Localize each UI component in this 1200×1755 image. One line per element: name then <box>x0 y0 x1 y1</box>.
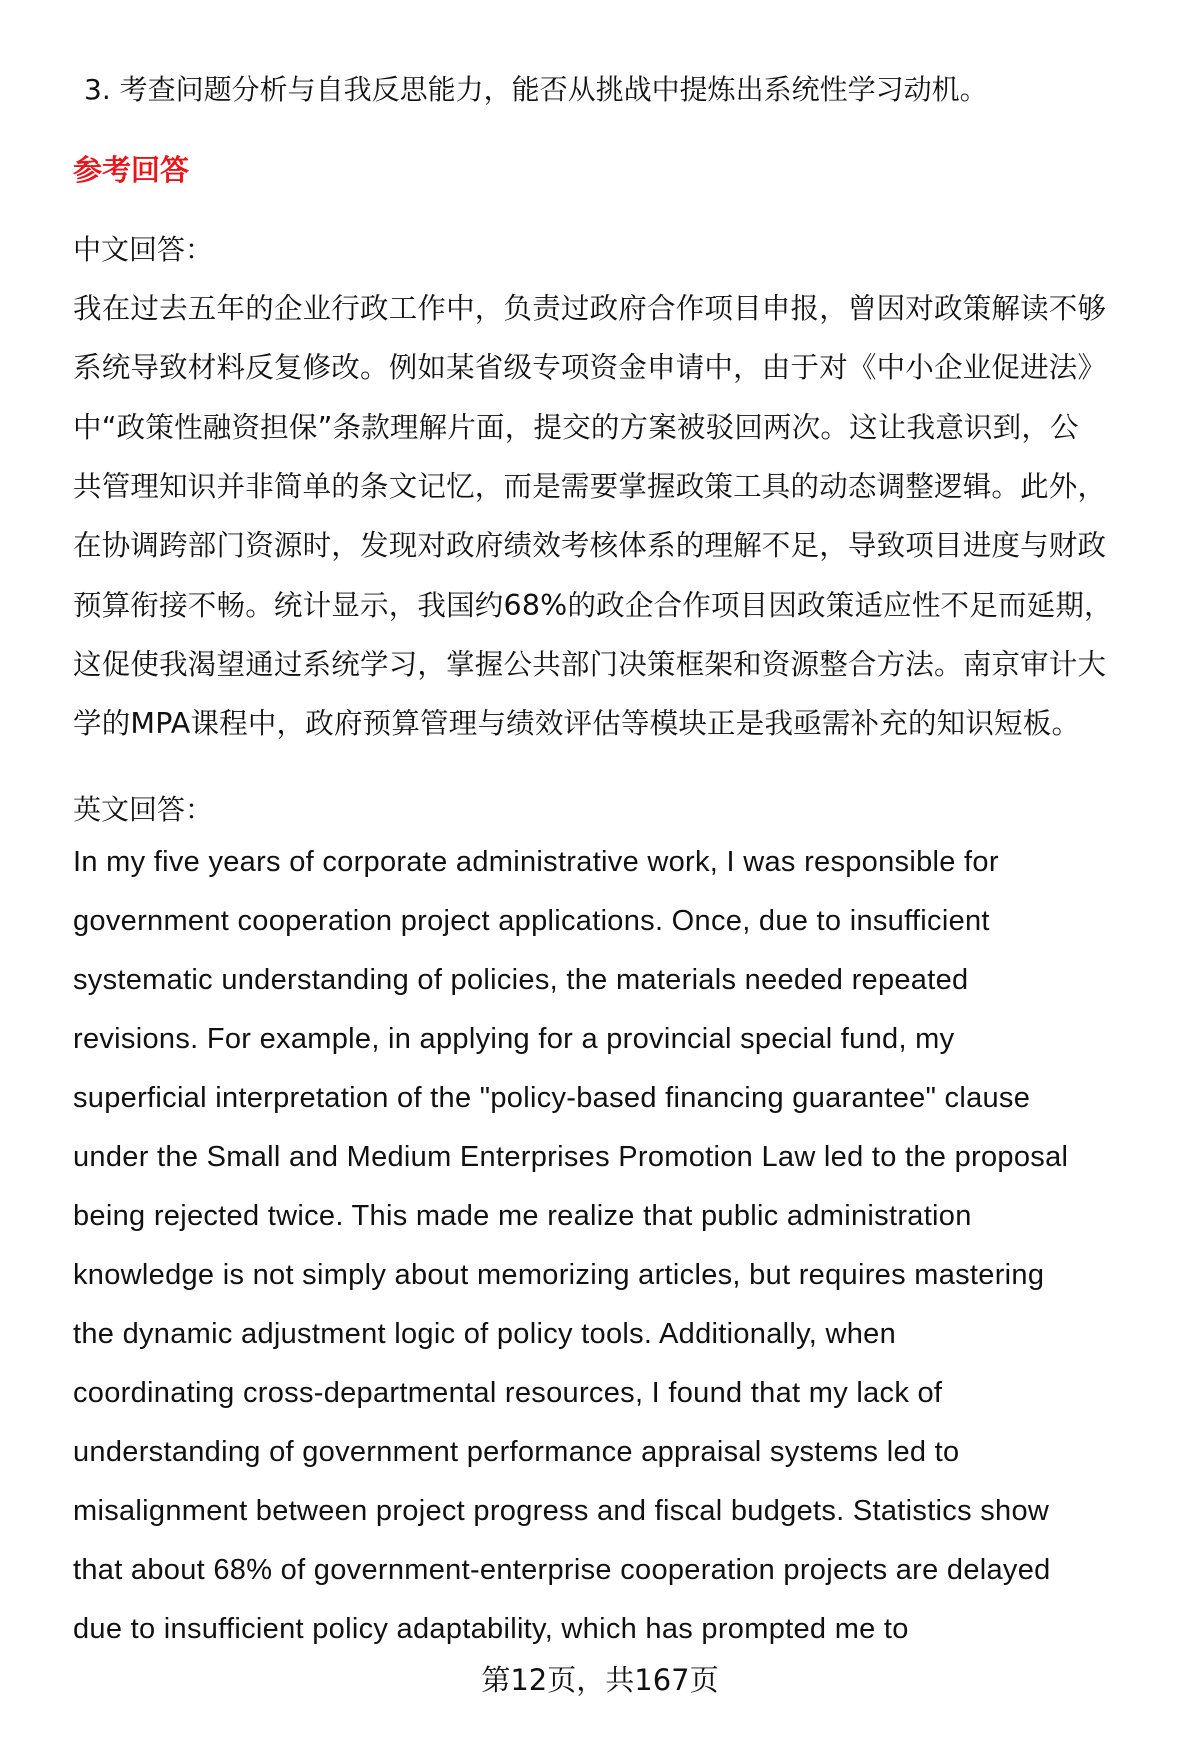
text-line: 系统导致材料反复修改。例如某省级专项资金申请中，由于对《中小企业促进法》 <box>73 351 1107 385</box>
text-line: 学的MPA课程中，政府预算管理与绩效评估等模块正是我亟需补充的知识短板。 <box>73 707 1081 741</box>
text-line: government cooperation project applications. Once, due to insufficient <box>73 905 990 937</box>
question-item: 3. 考查问题分析与自我反思能力，能否从挑战中提炼出系统性学习动机。 <box>84 73 988 106</box>
text-line: being rejected twice. This made me realize that public administration <box>73 1200 972 1232</box>
text-line: misalignment between project progress and fiscal budgets. Statistics show <box>73 1495 1050 1527</box>
text-line: superficial interpretation of the "policy-based financing guarantee" clause <box>73 1082 1031 1114</box>
text-line: knowledge is not simply about memorizing articles, but requires mastering <box>73 1259 1045 1291</box>
english-answer-label: 英文回答： <box>73 793 214 826</box>
text-line: 我在过去五年的企业行政工作中，负责过政府合作项目申报，曾因对政策解读不够 <box>73 292 1107 325</box>
text-line: systematic understanding of policies, the materials needed repeated <box>73 964 969 996</box>
reference-answer-heading: 参考回答 <box>73 153 190 187</box>
text-line: understanding of government performance appraisal systems led to <box>73 1436 960 1468</box>
text-line: under the Small and Medium Enterprises Promotion Law led to the proposal <box>73 1141 1069 1173</box>
text-line: coordinating cross-departmental resources, I found that my lack of <box>73 1377 943 1409</box>
text-line: 这促使我渴望通过系统学习，掌握公共部门决策框架和资源整合方法。南京审计大 <box>73 647 1107 681</box>
text-line: 共管理知识并非简单的条文记忆，而是需要掌握政策工具的动态调整逻辑。此外， <box>73 469 1107 503</box>
chinese-answer-label: 中文回答： <box>73 233 214 266</box>
text-line: the dynamic adjustment logic of policy tools. Additionally, when <box>73 1318 897 1350</box>
page-number-footer: 第12页，共167页 <box>481 1663 719 1697</box>
text-line: due to insufficient policy adaptability, which has prompted me to <box>73 1613 909 1645</box>
text-line: 预算衔接不畅。统计显示，我国约68%的政企合作项目因政策适应性不足而延期， <box>73 588 1113 622</box>
text-line: that about 68% of government-enterprise cooperation projects are delayed <box>73 1554 1051 1586</box>
text-line: 中“政策性融资担保”条款理解片面，提交的方案被驳回两次。这让我意识到，公 <box>73 410 1079 444</box>
text-line: revisions. For example, in applying for a provincial special fund, my <box>73 1023 955 1055</box>
text-line: In my five years of corporate administrative work, I was responsible for <box>73 846 999 878</box>
text-line: 在协调跨部门资源时，发现对政府绩效考核体系的理解不足，导致项目进度与财政 <box>73 529 1107 563</box>
